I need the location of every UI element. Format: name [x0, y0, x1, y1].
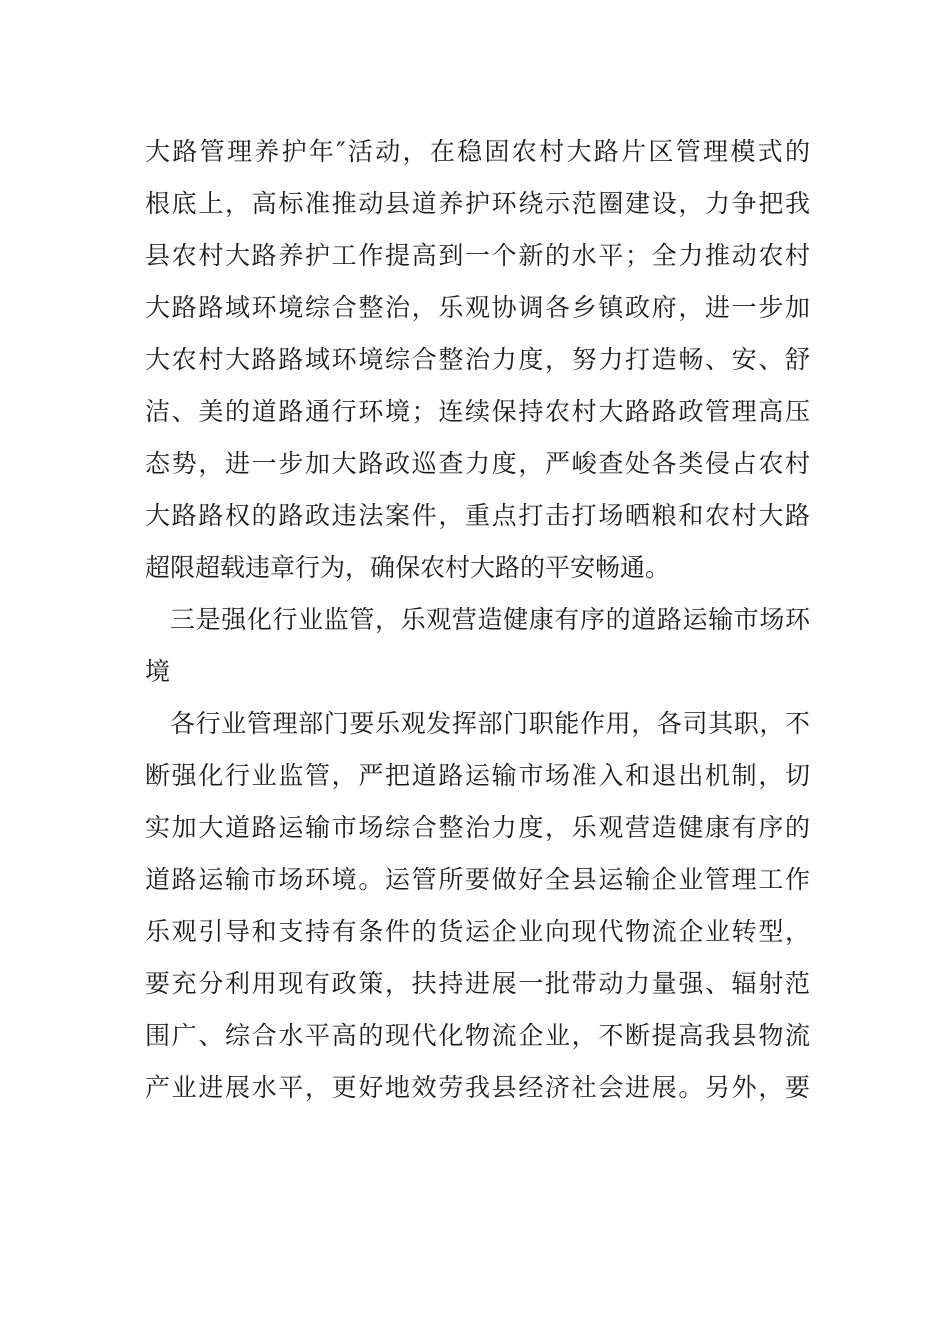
text-line: 产业进展水平，更好地效劳我县经济社会进展。另外，要: [145, 1073, 810, 1102]
text-line: 道路运输市场环境。运管所要做好全县运输企业管理工作: [145, 865, 810, 894]
text-line: 态势，进一步加大路政巡查力度，严峻查处各类侵占农村: [145, 449, 810, 478]
text-line: 大农村大路路域环境综合整治力度，努力打造畅、安、舒: [145, 345, 810, 374]
document-body: [145, 126, 810, 1114]
text-line: 要充分利用现有政策，扶持进展一批带动力量强、辐射范: [145, 969, 810, 998]
text-line: 各行业管理部门要乐观发挥部门职能作用，各司其职，不: [170, 709, 810, 738]
text-line: 大路路域环境综合整治，乐观协调各乡镇政府，进一步加: [145, 293, 810, 322]
text-line: 超限超载违章行为，确保农村大路的平安畅通。: [145, 553, 671, 582]
paragraph-transport-market: [145, 698, 810, 1114]
heading-line: 境: [145, 657, 171, 686]
section-heading-industry-supervision: [145, 594, 810, 698]
text-line: 洁、美的道路通行环境；连续保持农村大路路政管理高压: [145, 397, 810, 426]
text-line: 断强化行业监管，严把道路运输市场准入和退出机制，切: [145, 761, 810, 790]
paragraph-road-maintenance: [145, 126, 810, 594]
text-line: 围广、综合水平高的现代化物流企业，不断提高我县物流: [145, 1021, 810, 1050]
heading-line: 三是强化行业监管，乐观营造健康有序的道路运输市场环: [170, 605, 810, 634]
text-line: 实加大道路运输市场综合整治力度，乐观营造健康有序的: [145, 813, 810, 842]
text-line: 县农村大路养护工作提高到一个新的水平；全力推动农村: [145, 241, 810, 270]
text-line: 大路路权的路政违法案件，重点打击打场晒粮和农村大路: [145, 501, 810, 530]
text-line: 根底上，高标准推动县道养护环绕示范圈建设，力争把我: [145, 189, 810, 218]
text-line: 乐观引导和支持有条件的货运企业向现代物流企业转型，: [145, 917, 810, 946]
text-line: 大路管理养护年″活动，在稳固农村大路片区管理模式的: [145, 137, 810, 166]
